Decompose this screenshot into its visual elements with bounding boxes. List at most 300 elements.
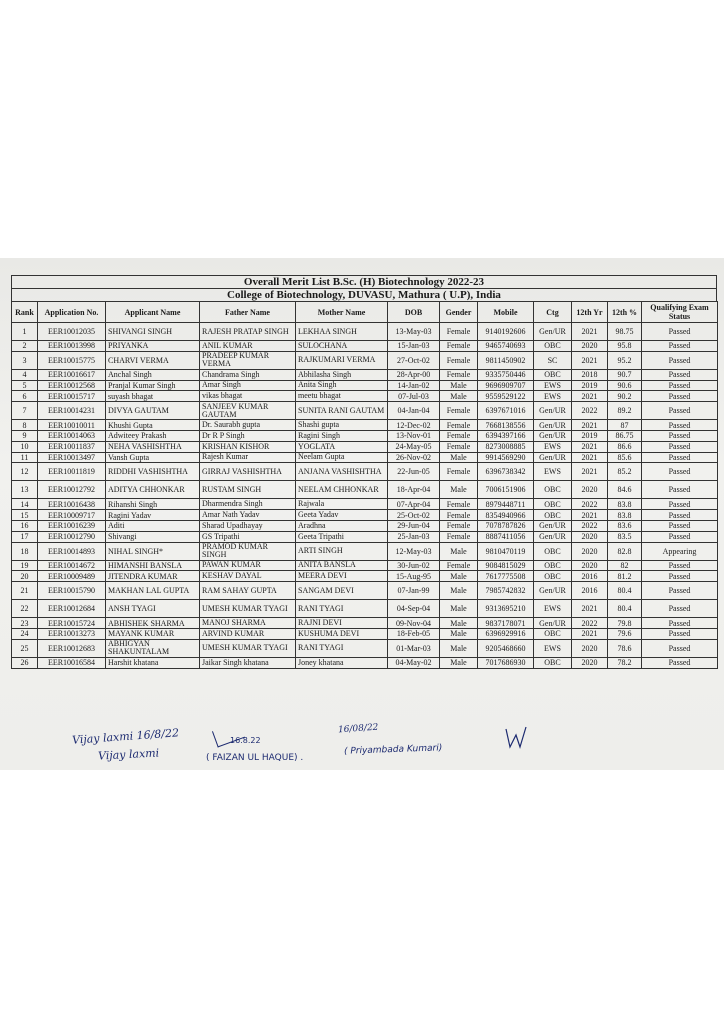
table-cell: 2021: [572, 420, 608, 431]
table-cell: JITENDRA KUMAR: [106, 571, 200, 582]
table-cell: 13-Nov-01: [388, 430, 440, 441]
table-cell: Passed: [642, 323, 718, 341]
table-cell: RAJNI DEVI: [296, 618, 388, 629]
table-cell: ANSH TYAGI: [106, 600, 200, 618]
table-cell: PRIYANKA: [106, 341, 200, 352]
table-cell: 79.6: [608, 628, 642, 639]
table-cell: 25: [12, 639, 38, 657]
table-cell: Passed: [642, 402, 718, 420]
table-cell: EER10016438: [38, 499, 106, 510]
table-cell: 9811450902: [478, 351, 534, 369]
table-cell: Ragini Yadav: [106, 510, 200, 521]
table-cell: EER10014063: [38, 430, 106, 441]
table-cell: 7017686930: [478, 657, 534, 668]
table-cell: Female: [440, 430, 478, 441]
table-cell: PRAMOD KUMAR SINGH: [200, 542, 296, 560]
table-cell: 79.8: [608, 618, 642, 629]
table-cell: EER10009717: [38, 510, 106, 521]
table-row: [12, 402, 718, 420]
table-cell: 26-Nov-02: [388, 452, 440, 463]
table-cell: Female: [440, 341, 478, 352]
table-cell: SANJEEV KUMAR GAUTAM: [200, 402, 296, 420]
table-cell: 27-Oct-02: [388, 351, 440, 369]
table-cell: 9914569290: [478, 452, 534, 463]
table-cell: 12-May-03: [388, 542, 440, 560]
table-cell: EER10012684: [38, 600, 106, 618]
table-cell: 04-Jan-04: [388, 402, 440, 420]
table-cell: EWS: [534, 391, 572, 402]
table-cell: Abhilasha Singh: [296, 369, 388, 380]
table-row: [12, 571, 718, 582]
table-cell: 07-Jan-99: [388, 582, 440, 600]
table-cell: 15-Jan-03: [388, 341, 440, 352]
table-cell: 90.2: [608, 391, 642, 402]
table-cell: Gen/UR: [534, 420, 572, 431]
table-cell: Passed: [642, 499, 718, 510]
table-cell: 9313695210: [478, 600, 534, 618]
table-cell: 17: [12, 531, 38, 542]
table-cell: 9140192606: [478, 323, 534, 341]
table-cell: Gen/UR: [534, 402, 572, 420]
table-cell: Female: [440, 420, 478, 431]
table-cell: EER10014672: [38, 560, 106, 571]
table-cell: 15: [12, 510, 38, 521]
table-row: [12, 510, 718, 521]
signature-1-line-1: Vijay laxmi 16/8/22: [71, 726, 180, 747]
table-cell: Chandrama Singh: [200, 369, 296, 380]
table-cell: MEERA DEVI: [296, 571, 388, 582]
table-cell: 83.5: [608, 531, 642, 542]
table-cell: RANI TYAGI: [296, 600, 388, 618]
table-cell: Passed: [642, 351, 718, 369]
table-row: [12, 380, 718, 391]
table-cell: 25-Jan-03: [388, 531, 440, 542]
table-cell: 20: [12, 571, 38, 582]
table-cell: EER10015775: [38, 351, 106, 369]
table-cell: Male: [440, 618, 478, 629]
table-cell: 25-Oct-02: [388, 510, 440, 521]
table-cell: Amar Singh: [200, 380, 296, 391]
table-row: [12, 618, 718, 629]
table-cell: EER10013497: [38, 452, 106, 463]
table-cell: 09-Nov-04: [388, 618, 440, 629]
table-cell: 84.6: [608, 481, 642, 499]
table-cell: 1: [12, 323, 38, 341]
table-cell: EER10010011: [38, 420, 106, 431]
table-cell: PAWAN KUMAR: [200, 560, 296, 571]
signature-2-date: 16.8.22: [230, 736, 261, 745]
table-cell: 9465740693: [478, 341, 534, 352]
table-cell: 18: [12, 542, 38, 560]
table-cell: YOGLATA: [296, 441, 388, 452]
table-cell: UMESH KUMAR TYAGI: [200, 639, 296, 657]
table-cell: Rajwala: [296, 499, 388, 510]
table-cell: MANOJ SHARMA: [200, 618, 296, 629]
table-cell: 85.6: [608, 452, 642, 463]
table-cell: 85.2: [608, 463, 642, 481]
table-cell: Dr R P Singh: [200, 430, 296, 441]
table-cell: Passed: [642, 430, 718, 441]
table-cell: EER10016617: [38, 369, 106, 380]
table-cell: Female: [440, 463, 478, 481]
table-row: [12, 481, 718, 499]
table-cell: Male: [440, 600, 478, 618]
table-cell: OBC: [534, 510, 572, 521]
table-cell: 98.75: [608, 323, 642, 341]
table-cell: PRADEEP KUMAR VERMA: [200, 351, 296, 369]
table-cell: 9335750446: [478, 369, 534, 380]
table-cell: SUNITA RANI GAUTAM: [296, 402, 388, 420]
table-cell: 87: [608, 420, 642, 431]
table-cell: Shashi gupta: [296, 420, 388, 431]
table-cell: meetu bhagat: [296, 391, 388, 402]
table-cell: 9837178071: [478, 618, 534, 629]
table-cell: Gen/UR: [534, 520, 572, 531]
table-row: [12, 499, 718, 510]
table-cell: Passed: [642, 452, 718, 463]
table-cell: 2020: [572, 657, 608, 668]
table-cell: Anita Singh: [296, 380, 388, 391]
table-cell: Passed: [642, 628, 718, 639]
table-cell: 2020: [572, 560, 608, 571]
table-cell: OBC: [534, 341, 572, 352]
table-cell: 2019: [572, 430, 608, 441]
table-cell: Aradhna: [296, 520, 388, 531]
column-header: Applicant Name: [106, 302, 200, 323]
table-cell: 21: [12, 582, 38, 600]
document-title: Overall Merit List B.Sc. (H) Biotechnology 2022-23: [11, 275, 717, 288]
table-cell: 04-Sep-04: [388, 600, 440, 618]
table-cell: 2022: [572, 402, 608, 420]
column-header: Rank: [12, 302, 38, 323]
table-cell: 2021: [572, 463, 608, 481]
table-cell: 95.8: [608, 341, 642, 352]
column-header: DOB: [388, 302, 440, 323]
merit-list-document: [11, 275, 717, 669]
table-cell: 8979448711: [478, 499, 534, 510]
table-cell: EER10012792: [38, 481, 106, 499]
table-cell: ABHIGYAN SHAKUNTALAM: [106, 639, 200, 657]
table-cell: 2022: [572, 499, 608, 510]
table-cell: 89.2: [608, 402, 642, 420]
table-cell: ARTI SINGH: [296, 542, 388, 560]
column-header: Qualifying Exam Status: [642, 302, 718, 323]
table-cell: 04-May-02: [388, 657, 440, 668]
table-cell: SHIVANGI SINGH: [106, 323, 200, 341]
table-cell: Male: [440, 582, 478, 600]
table-row: [12, 452, 718, 463]
table-cell: KESHAV DAYAL: [200, 571, 296, 582]
table-cell: Male: [440, 542, 478, 560]
table-cell: EER10012568: [38, 380, 106, 391]
table-row: [12, 542, 718, 560]
table-row: [12, 628, 718, 639]
table-cell: 01-Mar-03: [388, 639, 440, 657]
table-cell: EER10012790: [38, 531, 106, 542]
table-cell: ADITYA CHHONKAR: [106, 481, 200, 499]
table-cell: 8887411056: [478, 531, 534, 542]
table-cell: RAJESH PRATAP SINGH: [200, 323, 296, 341]
table-cell: 2021: [572, 628, 608, 639]
table-cell: EWS: [534, 600, 572, 618]
table-cell: 9559529122: [478, 391, 534, 402]
table-row: [12, 351, 718, 369]
table-cell: Rihanshi Singh: [106, 499, 200, 510]
table-cell: RUSTAM SINGH: [200, 481, 296, 499]
signature-4-mark: [504, 725, 528, 751]
table-cell: Passed: [642, 560, 718, 571]
table-cell: 24-May-05: [388, 441, 440, 452]
signature-1-line-2: Vijay laxmi: [97, 746, 160, 763]
column-header: Mother Name: [296, 302, 388, 323]
table-cell: KUSHUMA DEVI: [296, 628, 388, 639]
table-cell: NEHA VASHISHTHA: [106, 441, 200, 452]
table-cell: 14: [12, 499, 38, 510]
table-cell: OBC: [534, 499, 572, 510]
table-cell: Female: [440, 351, 478, 369]
table-cell: OBC: [534, 628, 572, 639]
table-cell: Gen/UR: [534, 618, 572, 629]
table-row: [12, 391, 718, 402]
table-cell: EER10009489: [38, 571, 106, 582]
table-cell: Passed: [642, 582, 718, 600]
table-cell: Geeta Tripathi: [296, 531, 388, 542]
table-cell: 2018: [572, 369, 608, 380]
table-cell: Harshit khatana: [106, 657, 200, 668]
table-cell: OBC: [534, 542, 572, 560]
table-cell: 07-Apr-04: [388, 499, 440, 510]
table-cell: EER10012683: [38, 639, 106, 657]
table-cell: 2: [12, 341, 38, 352]
table-cell: 29-Jun-04: [388, 520, 440, 531]
table-cell: 2022: [572, 618, 608, 629]
table-cell: 7617775508: [478, 571, 534, 582]
table-cell: Passed: [642, 657, 718, 668]
table-cell: Passed: [642, 531, 718, 542]
table-cell: 8273008885: [478, 441, 534, 452]
table-cell: RAM SAHAY GUPTA: [200, 582, 296, 600]
table-row: [12, 531, 718, 542]
table-cell: EER10012035: [38, 323, 106, 341]
table-cell: Gen/UR: [534, 582, 572, 600]
table-cell: 86.6: [608, 441, 642, 452]
table-cell: 83.8: [608, 499, 642, 510]
table-cell: LEKHAA SINGH: [296, 323, 388, 341]
table-cell: OBC: [534, 571, 572, 582]
table-cell: GS Tripathi: [200, 531, 296, 542]
table-cell: Passed: [642, 520, 718, 531]
table-cell: 22: [12, 600, 38, 618]
signature-2-name: ( FAIZAN UL HAQUE) .: [206, 753, 304, 763]
table-cell: Amar Nath Yadav: [200, 510, 296, 521]
table-cell: 23: [12, 618, 38, 629]
column-header: Father Name: [200, 302, 296, 323]
document-subtitle: College of Biotechnology, DUVASU, Mathura ( U.P), India: [11, 288, 717, 301]
table-cell: Passed: [642, 639, 718, 657]
table-cell: KRISHAN KISHOR: [200, 441, 296, 452]
table-cell: Khushi Gupta: [106, 420, 200, 431]
table-cell: 78.6: [608, 639, 642, 657]
table-cell: 6396738342: [478, 463, 534, 481]
table-cell: 18-Apr-04: [388, 481, 440, 499]
table-cell: CHARVI VERMA: [106, 351, 200, 369]
table-row: [12, 520, 718, 531]
table-row: [12, 341, 718, 352]
table-cell: 2020: [572, 481, 608, 499]
table-cell: Pranjal Kumar Singh: [106, 380, 200, 391]
table-cell: DIVYA GAUTAM: [106, 402, 200, 420]
table-cell: MAKHAN LAL GUPTA: [106, 582, 200, 600]
table-row: [12, 560, 718, 571]
table-cell: Passed: [642, 600, 718, 618]
table-row: [12, 369, 718, 380]
table-cell: 9205468660: [478, 639, 534, 657]
table-cell: 2021: [572, 510, 608, 521]
table-cell: Appearing: [642, 542, 718, 560]
table-cell: Passed: [642, 420, 718, 431]
table-cell: 2016: [572, 571, 608, 582]
table-cell: EER10014893: [38, 542, 106, 560]
table-cell: 80.4: [608, 600, 642, 618]
table-cell: Female: [440, 520, 478, 531]
table-cell: 7078787826: [478, 520, 534, 531]
table-cell: 7006151906: [478, 481, 534, 499]
table-cell: Geeta Yadav: [296, 510, 388, 521]
table-cell: Male: [440, 452, 478, 463]
table-cell: SC: [534, 351, 572, 369]
table-cell: Passed: [642, 510, 718, 521]
table-cell: 2022: [572, 520, 608, 531]
table-cell: EWS: [534, 380, 572, 391]
table-cell: MAYANK KUMAR: [106, 628, 200, 639]
table-cell: 12-Dec-02: [388, 420, 440, 431]
table-cell: EER10013273: [38, 628, 106, 639]
table-cell: Passed: [642, 341, 718, 352]
table-cell: Gen/UR: [534, 452, 572, 463]
table-cell: 6397671016: [478, 402, 534, 420]
table-cell: Aditi: [106, 520, 200, 531]
table-cell: 2016: [572, 582, 608, 600]
table-cell: 2020: [572, 341, 608, 352]
table-cell: 82.8: [608, 542, 642, 560]
table-cell: 16: [12, 520, 38, 531]
table-cell: Ragini Singh: [296, 430, 388, 441]
table-cell: RANI TYAGI: [296, 639, 388, 657]
table-cell: ANJANA VASHISHTHA: [296, 463, 388, 481]
table-cell: 22-Jun-05: [388, 463, 440, 481]
table-row: [12, 441, 718, 452]
table-cell: EER10013998: [38, 341, 106, 352]
table-cell: 83.8: [608, 510, 642, 521]
column-header: Mobile: [478, 302, 534, 323]
table-cell: EWS: [534, 441, 572, 452]
table-cell: Passed: [642, 481, 718, 499]
table-cell: Passed: [642, 380, 718, 391]
table-cell: 8354940966: [478, 510, 534, 521]
table-cell: Male: [440, 639, 478, 657]
table-cell: Male: [440, 481, 478, 499]
table-cell: EWS: [534, 639, 572, 657]
table-cell: SULOCHANA: [296, 341, 388, 352]
table-cell: Female: [440, 510, 478, 521]
table-cell: ABHISHEK SHARMA: [106, 618, 200, 629]
table-cell: 95.2: [608, 351, 642, 369]
table-cell: 9810470119: [478, 542, 534, 560]
table-cell: 2019: [572, 380, 608, 391]
table-cell: 2020: [572, 639, 608, 657]
table-cell: Passed: [642, 369, 718, 380]
table-cell: Jaikar Singh khatana: [200, 657, 296, 668]
table-cell: NEELAM CHHONKAR: [296, 481, 388, 499]
table-cell: EER10015790: [38, 582, 106, 600]
signature-3-name: ( Priyambada Kumari): [343, 743, 443, 757]
table-row: [12, 420, 718, 431]
table-cell: 2021: [572, 351, 608, 369]
table-cell: EER10016584: [38, 657, 106, 668]
table-cell: Male: [440, 657, 478, 668]
table-cell: Male: [440, 628, 478, 639]
table-cell: Gen/UR: [534, 430, 572, 441]
column-header: Application No.: [38, 302, 106, 323]
table-cell: 8: [12, 420, 38, 431]
table-cell: EER10015717: [38, 391, 106, 402]
table-cell: ANITA BANSLA: [296, 560, 388, 571]
table-cell: 11: [12, 452, 38, 463]
table-cell: Passed: [642, 463, 718, 481]
table-cell: Vansh Gupta: [106, 452, 200, 463]
signature-3-date: 16/08/22: [337, 722, 379, 736]
table-cell: Joney khatana: [296, 657, 388, 668]
table-cell: 2021: [572, 600, 608, 618]
table-cell: Passed: [642, 391, 718, 402]
table-cell: ARVIND KUMAR: [200, 628, 296, 639]
table-cell: Adwiteey Prakash: [106, 430, 200, 441]
table-cell: 19: [12, 560, 38, 571]
table-cell: 3: [12, 351, 38, 369]
table-cell: OBC: [534, 657, 572, 668]
table-cell: Female: [440, 499, 478, 510]
table-cell: 6394397166: [478, 430, 534, 441]
table-cell: 26: [12, 657, 38, 668]
table-cell: Passed: [642, 571, 718, 582]
table-cell: Male: [440, 571, 478, 582]
table-cell: 6: [12, 391, 38, 402]
table-row: [12, 463, 718, 481]
table-cell: Sharad Upadhayay: [200, 520, 296, 531]
table-cell: 9084815029: [478, 560, 534, 571]
table-cell: vikas bhagat: [200, 391, 296, 402]
table-cell: Female: [440, 369, 478, 380]
table-cell: Passed: [642, 441, 718, 452]
table-cell: OBC: [534, 481, 572, 499]
table-cell: Neelam Gupta: [296, 452, 388, 463]
table-cell: 2021: [572, 452, 608, 463]
table-cell: Female: [440, 402, 478, 420]
table-cell: 90.6: [608, 380, 642, 391]
table-cell: EER10014231: [38, 402, 106, 420]
table-cell: 2021: [572, 323, 608, 341]
table-cell: Rajesh Kumar: [200, 452, 296, 463]
table-cell: RAJKUMARI VERMA: [296, 351, 388, 369]
table-cell: Dr. Saurabh gupta: [200, 420, 296, 431]
table-cell: 83.6: [608, 520, 642, 531]
table-cell: 86.75: [608, 430, 642, 441]
table-header-row: [12, 302, 718, 323]
table-cell: Female: [440, 531, 478, 542]
table-cell: Female: [440, 441, 478, 452]
table-cell: 13: [12, 481, 38, 499]
table-cell: EER10011837: [38, 441, 106, 452]
